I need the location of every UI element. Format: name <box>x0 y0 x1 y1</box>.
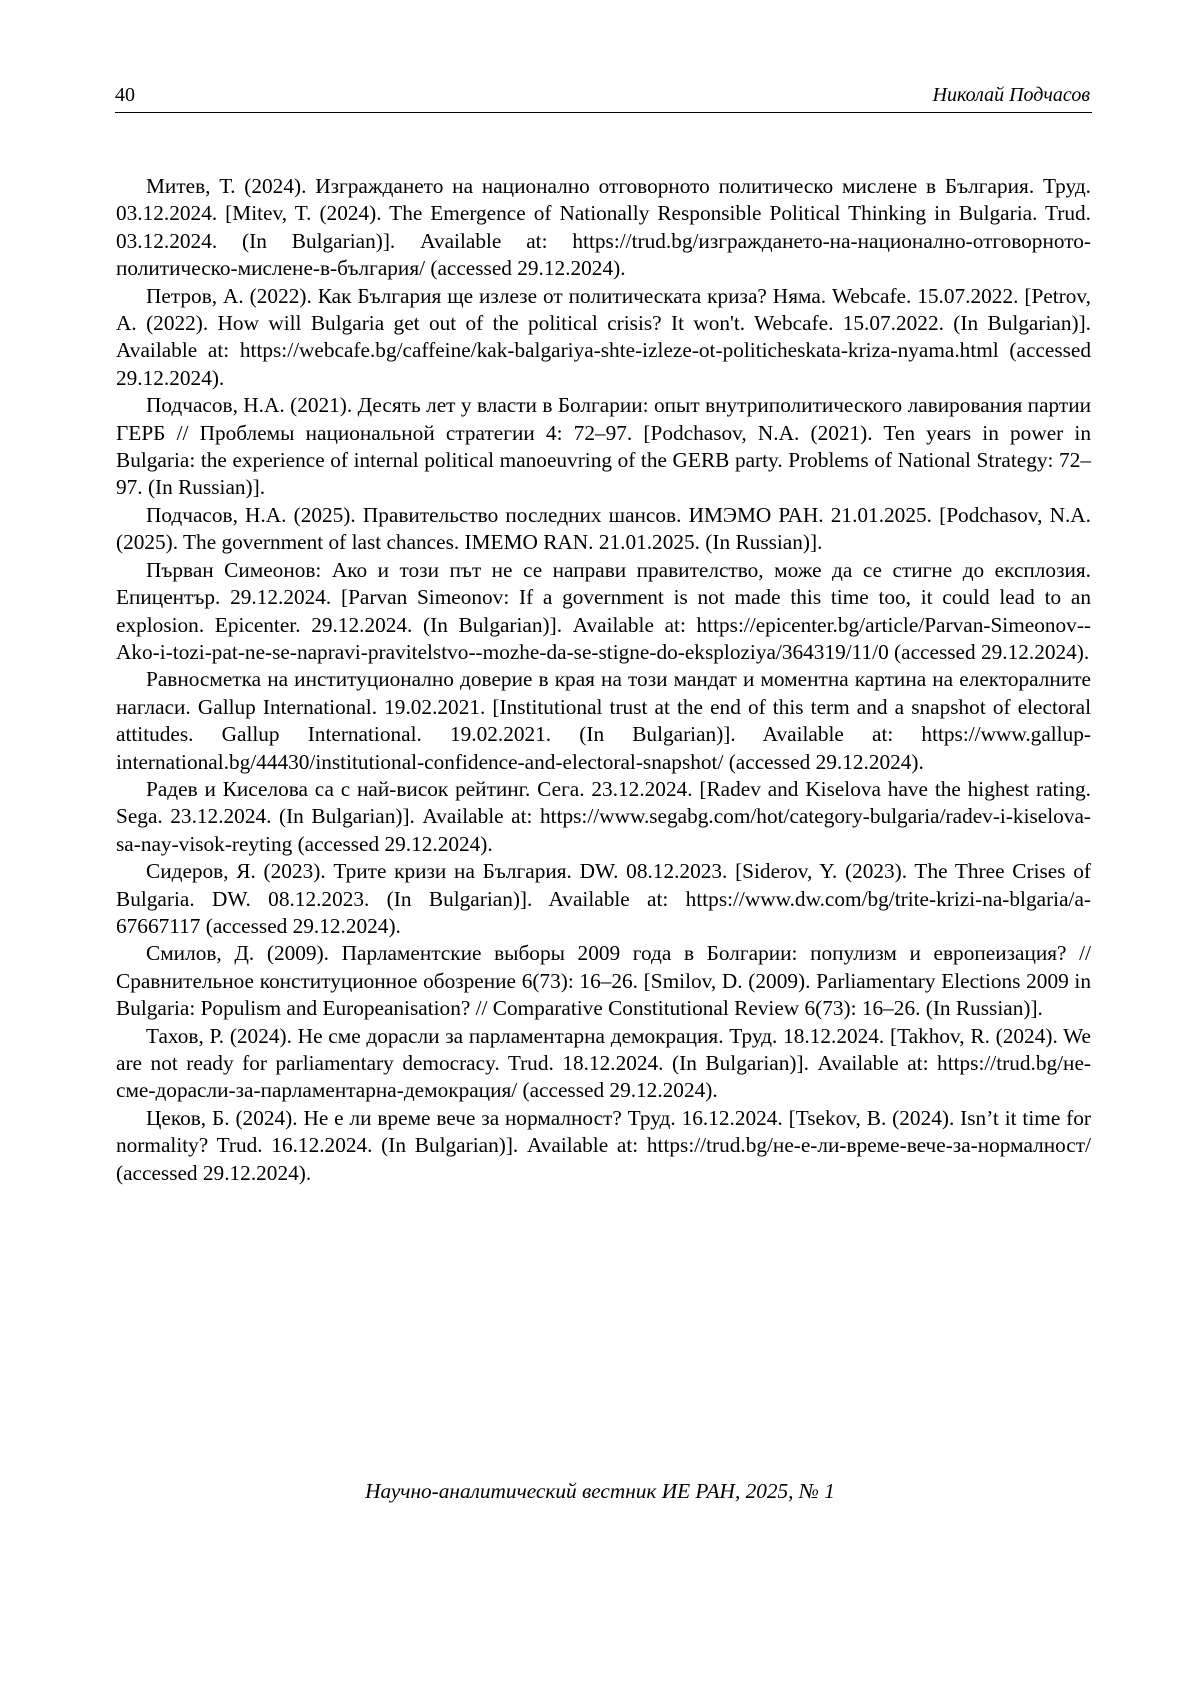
reference-item: Митев, Т. (2024). Изграждането на национално отговорното политическо мислене в България. Труд. 03.12.2024. [Mitev, T. (2024). The Emergence of Nationally Responsible Political Thinking in Bulgaria. Trud. 03.12.2024. (In Bulgarian)]. Available at: https://trud.bg/изграждането-на-национално-отговорното-политическо-мислене-в-българия/ (accessed 29.12.2024). <box>116 174 1091 281</box>
running-header-author: Николай Подчасов <box>932 84 1090 106</box>
reference-item: Подчасов, Н.А. (2025). Правительство последних шансов. ИМЭМО РАН. 21.01.2025. [Podchasov, N.A. (2025). The government of last chances. IMEMO RAN. 21.01.2025. (In Russian)]. <box>116 502 1091 555</box>
reference-item: Подчасов, Н.А. (2021). Десять лет у власти в Болгарии: опыт внутриполитического лавирования партии ГЕРБ // Проблемы национальной стратегии 4: 72–97. [Podchasov, N.A. (2021). Ten years in power in Bulgaria: the experience of internal political manoeuvring of the GERB party. Problems of National Strategy: 72–97. (In Russian)]. <box>116 393 1091 500</box>
page-footer-journal: Научно-аналитический вестник ИЕ РАН, 2025, № 1 <box>365 1479 835 1503</box>
page-header <box>115 82 1092 113</box>
page-number: 40 <box>115 84 135 106</box>
reference-item: Смилов, Д. (2009). Парламентские выборы 2009 года в Болгарии: популизм и европеизация? // Сравнительное конституционное обозрение 6(73): 16–26. [Smilov, D. (2009). Parliamentary Elections 2009 in Bulgaria: Populism and Europeanisation? // Comparative Constitutional Review 6(73): 16–26. (In Russian)]. <box>116 941 1091 1021</box>
reference-item: Сидеров, Я. (2023). Трите кризи на България. DW. 08.12.2023. [Siderov, Y. (2023). The Three Crises of Bulgaria. DW. 08.12.2023. (In Bulgarian)]. Available at: https://www.dw.com/bg/trite-krizi-na-blgaria/a-67667117 (accessed 29.12.2024). <box>116 859 1091 938</box>
reference-item: Тахов, Р. (2024). Не сме дорасли за парламентарна демокрация. Труд. 18.12.2024. [Takhov, R. (2024). We are not ready for parliamentary democracy. Trud. 18.12.2024. (In Bulgarian)]. Available at: https://trud.bg/не-сме-дорасли-за-парламентарна-демокрация/ (accessed 29.12.2024). <box>116 1023 1091 1103</box>
reference-item: Първан Симеонов: Ако и този път не се направи правителство, може да се стигне до експлозия. Епицентър. 29.12.2024. [Parvan Simeonov: If a government is not made this time too, it could lead to an explosion. Epicenter. 29.12.2024. (In Bulgarian)]. Available at: https://epicenter.bg/article/Parvan-Simeonov--Ako-i-tozi-pat-ne-se-napravi-pravitelstvo--mozhe-da-se-stigne-do-eksploziya/364319/11/0 (accessed 29.12.2024). <box>116 557 1091 664</box>
reference-item: Цеков, Б. (2024). Не е ли време вече за нормалност? Труд. 16.12.2024. [Tsekov, B. (2024). Isn’t it time for normality? Trud. 16.12.2024. (In Bulgarian)]. Available at: https://trud.bg/не-е-ли-време-вече-за-нормалност/ (accessed 29.12.2024). <box>116 1105 1091 1185</box>
reference-list <box>116 173 1091 1187</box>
reference-item: Петров, А. (2022). Как България ще излезе от политическата криза? Няма. Webcafe. 15.07.2022. [Petrov, A. (2022). How will Bulgaria get out of the political crisis? It won't. Webcafe. 15.07.2022. (In Bulgarian)]. Available at: https://webcafe.bg/caffeine/kak-balgariya-shte-izleze-ot-politicheskata-kriza-nyama.html (accessed 29.12.2024). <box>116 283 1092 390</box>
reference-item: Равносметка на институционално доверие в края на този мандат и моментна картина на електоралните нагласи. Gallup International. 19.02.2021. [Institutional trust at the end of this term and a snapshot of electoral attitudes. Gallup International. 19.02.2021. (In Bulgarian)]. Available at: https://www.gallup-international.bg/44430/institutional-confidence-and-electoral-snapshot/ (accessed 29.12.2024). <box>116 667 1091 774</box>
reference-item: Радев и Киселова са с най-висок рейтинг. Сега. 23.12.2024. [Radev and Kiselova have the highest rating. Sega. 23.12.2024. (In Bulgarian)]. Available at: https://www.segabg.com/hot/category-bulgaria/radev-i-kiselova-sa-nay-visok-reyting (accessed 29.12.2024). <box>116 776 1091 856</box>
